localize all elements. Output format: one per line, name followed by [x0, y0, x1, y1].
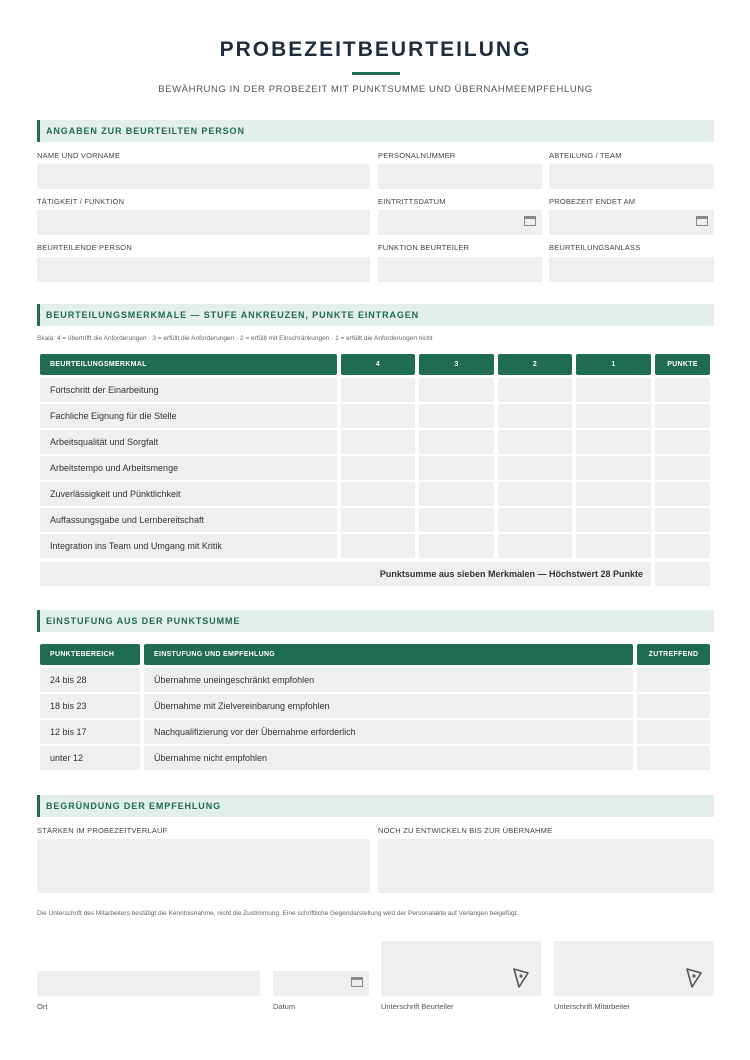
punkte-cell[interactable]	[655, 404, 710, 428]
col-3: 3	[419, 354, 494, 375]
stufe-1-cell[interactable]	[576, 378, 651, 402]
stufe-4-cell[interactable]	[341, 508, 415, 532]
calendar-icon[interactable]	[351, 977, 363, 987]
eintrittsdatum-field[interactable]	[378, 210, 542, 235]
merkmal-row-label: Fachliche Eignung für die Stelle	[40, 404, 337, 428]
punktsumme-cell[interactable]	[655, 562, 710, 586]
stufe-4-cell[interactable]	[341, 404, 415, 428]
label-eintritt: EINTRITTSDATUM	[378, 197, 446, 206]
anlass-field[interactable]	[549, 257, 714, 282]
punkte-cell[interactable]	[655, 430, 710, 454]
col-2: 2	[498, 354, 572, 375]
label-abteilung: ABTEILUNG / TEAM	[549, 151, 622, 160]
zutreffend-cell[interactable]	[637, 668, 710, 692]
taetigkeit-field[interactable]	[37, 210, 370, 235]
caption-ort: Ort	[37, 1002, 48, 1011]
page-title: PROBEZEITBEURTEILUNG	[219, 38, 532, 61]
merkmal-row-label: Fortschritt der Einarbeitung	[40, 378, 337, 402]
form-page	[37, 0, 714, 1011]
signature-note: Die Unterschrift des Mitarbeiters bestätigt die Kenntnisnahme, nicht die Zustimmung. Eine schriftliche Gegendarstellung wird der Personalakte auf Verlangen beigefügt.	[37, 910, 519, 917]
stufe-3-cell[interactable]	[419, 508, 494, 532]
einstufung-cell: Übernahme uneingeschränkt empfohlen	[144, 668, 633, 692]
caption-unterschrift-mitarbeiter: Unterschrift Mitarbeiter	[554, 1002, 630, 1011]
col-einstufung: EINSTUFUNG UND EMPFEHLUNG	[144, 644, 633, 665]
zutreffend-cell[interactable]	[637, 746, 710, 770]
einstufung-cell: Übernahme mit Zielvereinbarung empfohlen	[144, 694, 633, 718]
punktebereich-cell: 24 bis 28	[40, 668, 140, 692]
beurteiler-field[interactable]	[37, 257, 370, 282]
signature-pen-icon	[686, 968, 702, 988]
stufe-4-cell[interactable]	[341, 456, 415, 480]
stufe-1-cell[interactable]	[576, 534, 651, 558]
section-person-heading: ANGABEN ZUR BEURTEILTEN PERSON	[37, 120, 714, 142]
stufe-2-cell[interactable]	[498, 378, 572, 402]
col-zutreffend: ZUTREFFEND	[637, 644, 710, 665]
merkmal-row-label: Arbeitsqualität und Sorgfalt	[40, 430, 337, 454]
punkte-cell[interactable]	[655, 482, 710, 506]
stufe-2-cell[interactable]	[498, 456, 572, 480]
scale-note: Skala: 4 = übertrifft die Anforderungen · 3 = erfüllt die Anforderungen · 2 = erfüllt mit Einschränkungen · 1 = erfüllt die Anforderungen nicht	[37, 335, 433, 342]
col-1: 1	[576, 354, 651, 375]
stufe-1-cell[interactable]	[576, 482, 651, 506]
col-punktebereich: PUNKTEBEREICH	[40, 644, 140, 665]
punktebereich-cell: 12 bis 17	[40, 720, 140, 744]
stufe-2-cell[interactable]	[498, 430, 572, 454]
merkmal-row-label: Arbeitstempo und Arbeitsmenge	[40, 456, 337, 480]
punkte-cell[interactable]	[655, 378, 710, 402]
stufe-2-cell[interactable]	[498, 534, 572, 558]
label-beurteiler: BEURTEILENDE PERSON	[37, 243, 132, 252]
page-subtitle: BEWÄHRUNG IN DER PROBEZEIT MIT PUNKTSUMME UND ÜBERNAHMEEMPFEHLUNG	[158, 84, 593, 95]
einstufung-cell: Nachqualifizierung vor der Übernahme erforderlich	[144, 720, 633, 744]
staerken-textarea[interactable]	[37, 839, 370, 893]
stufe-4-cell[interactable]	[341, 534, 415, 558]
name-field[interactable]	[37, 164, 370, 189]
col-merkmal: BEURTEILUNGSMERKMAL	[40, 354, 337, 375]
section-begruendung-heading: BEGRÜNDUNG DER EMPFEHLUNG	[37, 795, 714, 817]
stufe-4-cell[interactable]	[341, 430, 415, 454]
ort-field[interactable]	[37, 971, 260, 996]
punkte-cell[interactable]	[655, 534, 710, 558]
stufe-2-cell[interactable]	[498, 482, 572, 506]
stufe-3-cell[interactable]	[419, 430, 494, 454]
signature-pen-icon	[513, 968, 529, 988]
merkmal-row-label: Auffassungsgabe und Lernbereitschaft	[40, 508, 337, 532]
caption-unterschrift-beurteiler: Unterschrift Beurteiler	[381, 1002, 454, 1011]
section-einstufung-heading: EINSTUFUNG AUS DER PUNKTSUMME	[37, 610, 714, 632]
col-punkte: PUNKTE	[655, 354, 710, 375]
stufe-1-cell[interactable]	[576, 456, 651, 480]
stufe-3-cell[interactable]	[419, 404, 494, 428]
label-name: NAME UND VORNAME	[37, 151, 121, 160]
probezeit-ende-field[interactable]	[549, 210, 714, 235]
label-taetigkeit: TÄTIGKEIT / FUNKTION	[37, 197, 125, 206]
stufe-3-cell[interactable]	[419, 456, 494, 480]
stufe-1-cell[interactable]	[576, 508, 651, 532]
signature-beurteiler-box[interactable]	[381, 941, 541, 996]
punktebereich-cell: unter 12	[40, 746, 140, 770]
section-merkmale-heading: BEURTEILUNGSMERKMALE — STUFE ANKREUZEN, PUNKTE EINTRAGEN	[37, 304, 714, 326]
merkmal-row-label: Integration ins Team und Umgang mit Kritik	[40, 534, 337, 558]
stufe-1-cell[interactable]	[576, 404, 651, 428]
label-personalnummer: PERSONALNUMMER	[378, 151, 456, 160]
stufe-4-cell[interactable]	[341, 482, 415, 506]
punktsumme-label: Punktsumme aus sieben Merkmalen — Höchstwert 28 Punkte	[40, 562, 651, 586]
punkte-cell[interactable]	[655, 508, 710, 532]
funktion-beurteiler-field[interactable]	[378, 257, 542, 282]
punkte-cell[interactable]	[655, 456, 710, 480]
title-underline	[352, 72, 400, 75]
zutreffend-cell[interactable]	[637, 720, 710, 744]
stufe-3-cell[interactable]	[419, 378, 494, 402]
entwickeln-textarea[interactable]	[378, 839, 714, 893]
stufe-2-cell[interactable]	[498, 404, 572, 428]
stufe-3-cell[interactable]	[419, 534, 494, 558]
signature-mitarbeiter-box[interactable]	[554, 941, 714, 996]
label-probezeit-ende: PROBEZEIT ENDET AM	[549, 197, 636, 206]
abteilung-field[interactable]	[549, 164, 714, 189]
einstufung-cell: Übernahme nicht empfohlen	[144, 746, 633, 770]
calendar-icon[interactable]	[696, 216, 708, 226]
label-anlass: BEURTEILUNGSANLASS	[549, 243, 641, 252]
datum-field[interactable]	[273, 971, 369, 996]
label-funktion-beurteiler: FUNKTION BEURTEILER	[378, 243, 470, 252]
stufe-1-cell[interactable]	[576, 430, 651, 454]
label-entwickeln: NOCH ZU ENTWICKELN BIS ZUR ÜBERNAHME	[378, 826, 553, 835]
personalnummer-field[interactable]	[378, 164, 542, 189]
zutreffend-cell[interactable]	[637, 694, 710, 718]
punktebereich-cell: 18 bis 23	[40, 694, 140, 718]
merkmal-row-label: Zuverlässigkeit und Pünktlichkeit	[40, 482, 337, 506]
stufe-2-cell[interactable]	[498, 508, 572, 532]
stufe-3-cell[interactable]	[419, 482, 494, 506]
caption-datum: Datum	[273, 1002, 296, 1011]
col-4: 4	[341, 354, 415, 375]
label-staerken: STÄRKEN IM PROBEZEITVERLAUF	[37, 826, 168, 835]
calendar-icon[interactable]	[524, 216, 536, 226]
stufe-4-cell[interactable]	[341, 378, 415, 402]
